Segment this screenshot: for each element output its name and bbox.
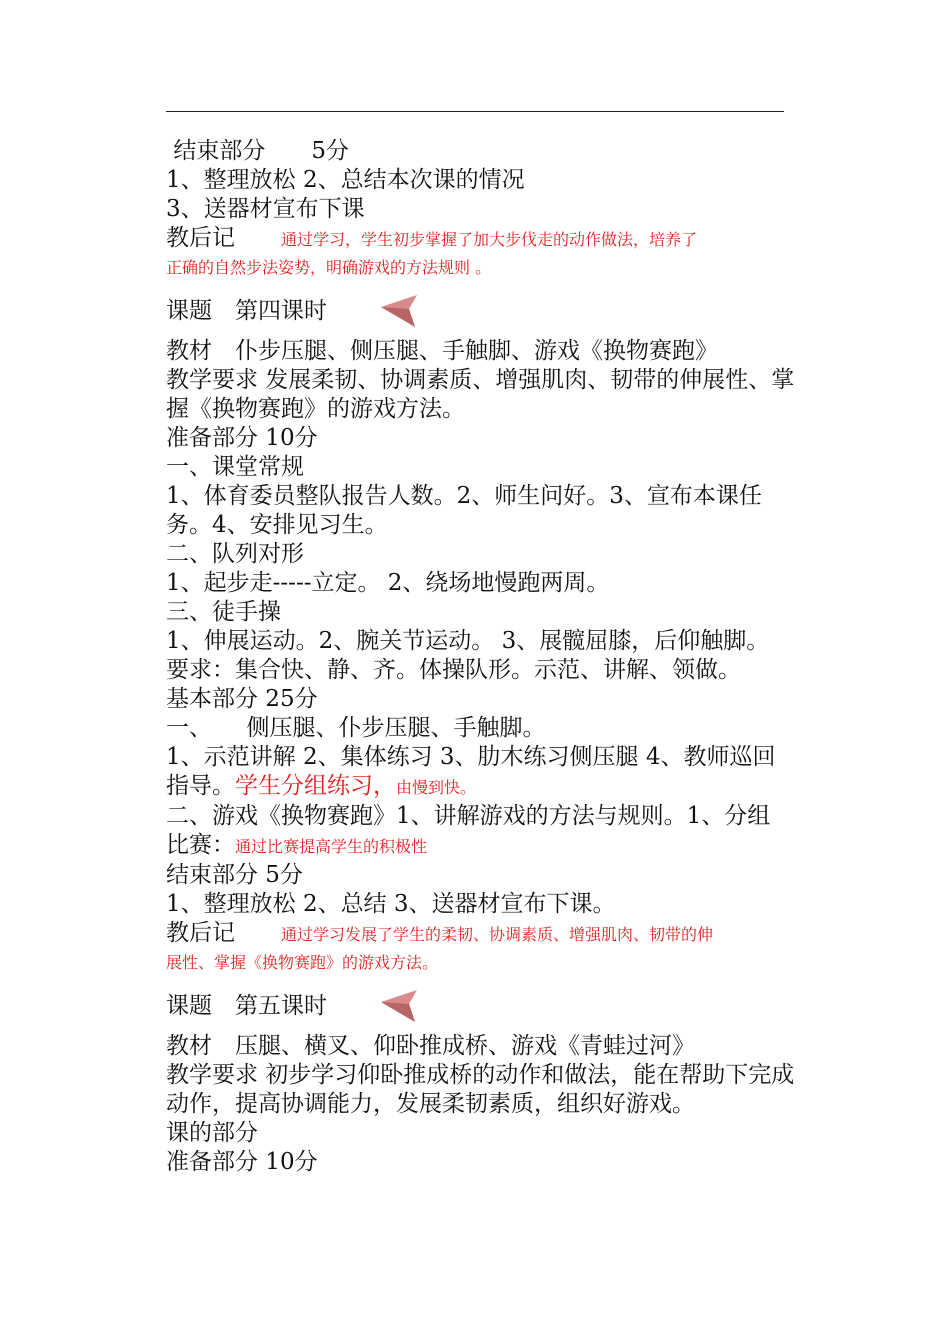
text-line bbox=[166, 772, 806, 802]
text-line: 课的部分 bbox=[166, 1120, 258, 1146]
text-line: 3、送器材宣布下课 bbox=[166, 196, 365, 222]
text-line: 二、游戏《换物赛跑》1、讲解游戏的方法与规则。1、分组 bbox=[166, 803, 771, 829]
reflection-note-cont: 展性、掌握《换物赛跑》的游戏方法。 bbox=[166, 953, 439, 972]
text-line: 基本部分 25分 bbox=[166, 686, 318, 712]
reflection-note: 通过学习发展了学生的柔韧、协调素质、增强肌肉、韧带的伸 bbox=[281, 925, 714, 944]
text-line: 一、 侧压腿、仆步压腿、手触脚。 bbox=[166, 715, 546, 741]
lesson-title-4 bbox=[166, 291, 806, 331]
text-line: 教材 压腿、横叉、仰卧推成桥、游戏《青蛙过河》 bbox=[166, 1033, 695, 1059]
text-line: 1、体育委员整队报告人数。2、师生问好。3、宣布本课任务。4、安排见习生。 bbox=[166, 483, 762, 538]
text-line: 教材 仆步压腿、侧压腿、手触脚、游戏《换物赛跑》 bbox=[166, 338, 718, 364]
text-line: 1、起步走-----立定。 2、绕场地慢跑两周。 bbox=[166, 570, 610, 596]
red-text-small: 通过比赛提高学生的积极性 bbox=[235, 837, 428, 856]
text-line: 三、徒手操 bbox=[166, 599, 281, 625]
text-line: 1、整理放松 2、总结 3、送器材宣布下课。 bbox=[166, 891, 616, 917]
reflection-label: 教后记 bbox=[166, 920, 281, 946]
reflection-note: 通过学习，学生初步掌握了加大步伐走的动作做法，培养了 bbox=[281, 230, 698, 249]
text-line bbox=[166, 831, 806, 861]
red-text-small: 由慢到快。 bbox=[396, 778, 477, 797]
text-line: 准备部分 10分 bbox=[166, 425, 318, 451]
red-text: 学生分组练习， bbox=[235, 773, 396, 799]
text-line: 教学要求 发展柔韧、协调素质、增强肌肉、韧带的伸展性、掌握《换物赛跑》的游戏方法。 bbox=[166, 367, 795, 422]
header-rule bbox=[166, 111, 784, 112]
text: 指导。 bbox=[166, 773, 235, 799]
text-line: 1、整理放松 2、总结本次课的情况 bbox=[166, 167, 525, 193]
text-line: 1、示范讲解 2、集体练习 3、肋木练习侧压腿 4、教师巡回 bbox=[166, 744, 776, 770]
text-line: 教学要求 初步学习仰卧推成桥的动作和做法，能在帮助下完成动作，提高协调能力，发展柔韧素质，组织好游戏。 bbox=[166, 1062, 795, 1117]
text-line: 一、课堂常规 bbox=[166, 454, 304, 480]
reflection-note-cont: 正确的自然步法姿势，明确游戏的方法规则 。 bbox=[166, 258, 492, 277]
reflection bbox=[166, 224, 806, 254]
text: 结束部分 5分 bbox=[173, 138, 349, 164]
lesson-title-5 bbox=[166, 986, 806, 1026]
text-line: 要求：集合快、静、齐。体操队形。示范、讲解、领做。 bbox=[166, 657, 741, 683]
text-line: 1、伸展运动。2、腕关节运动。 3、展髋屈膝，后仰触脚。 bbox=[166, 628, 770, 654]
text-line: 二、队列对形 bbox=[166, 541, 304, 567]
text: 比赛： bbox=[166, 832, 235, 858]
section-end bbox=[166, 137, 806, 166]
reflection bbox=[166, 919, 806, 949]
document-body bbox=[166, 137, 806, 1177]
lesson-title-text: 课题 第五课时 bbox=[166, 992, 327, 1019]
text-line: 结束部分 5分 bbox=[166, 862, 303, 888]
reflection-label: 教后记 bbox=[166, 225, 281, 251]
pointer-arrow-icon bbox=[379, 988, 419, 1024]
text-line: 准备部分 10分 bbox=[166, 1149, 318, 1175]
lesson-title-text: 课题 第四课时 bbox=[166, 297, 327, 324]
pointer-arrow-icon bbox=[379, 293, 419, 329]
